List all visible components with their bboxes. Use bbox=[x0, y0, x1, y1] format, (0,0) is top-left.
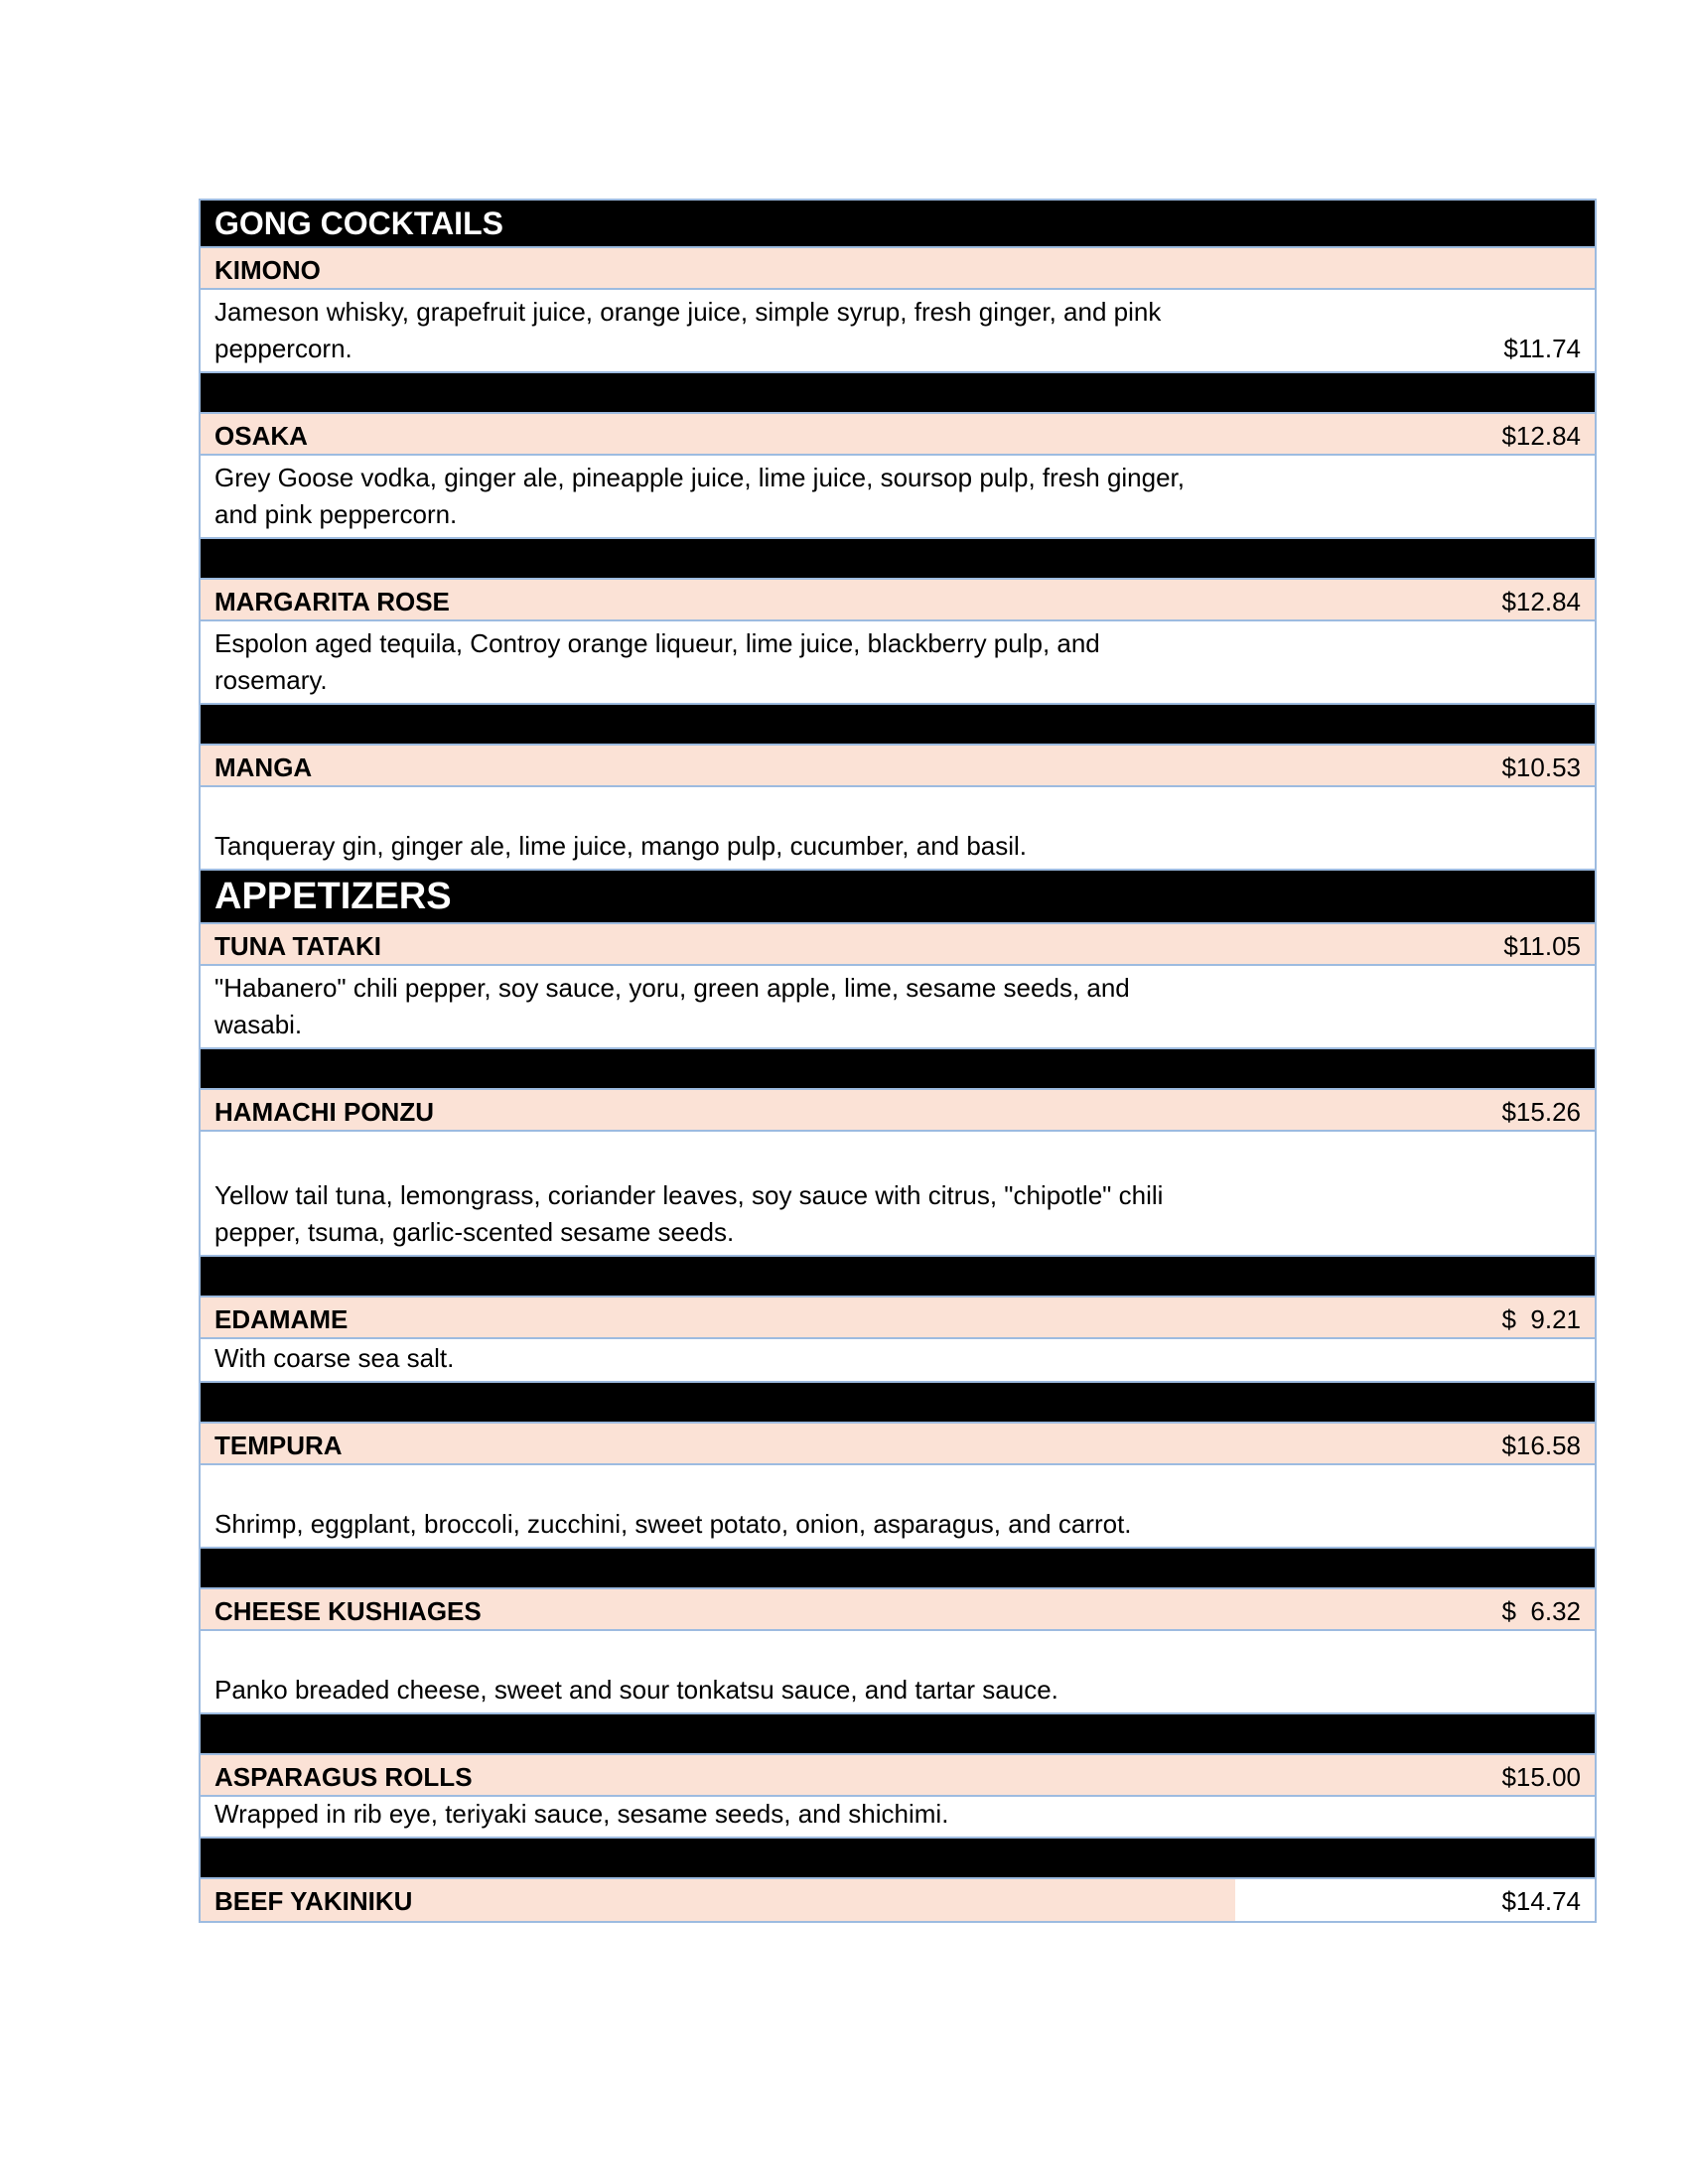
item-description-row bbox=[201, 1132, 1595, 1257]
section-title: APPETIZERS bbox=[214, 876, 452, 917]
section-header-appetizers bbox=[201, 871, 1595, 924]
menu-item-osaka bbox=[201, 414, 1595, 456]
item-description: Wrapped in rib eye, teriyaki sauce, sesame seeds, and shichimi. bbox=[214, 1799, 949, 1829]
separator-bar bbox=[201, 1049, 1595, 1090]
separator-bar bbox=[201, 373, 1595, 414]
item-name: MARGARITA ROSE bbox=[214, 587, 450, 616]
item-name: OSAKA bbox=[214, 421, 308, 451]
item-description: Tanqueray gin, ginger ale, lime juice, mango pulp, cucumber, and basil. bbox=[214, 831, 1028, 861]
menu-item-manga bbox=[201, 746, 1595, 787]
menu-item-margarita-rose bbox=[201, 580, 1595, 621]
item-price: $12.84 bbox=[1501, 587, 1581, 616]
item-description-row bbox=[201, 290, 1595, 373]
item-name: EDAMAME bbox=[214, 1304, 349, 1334]
item-description-row bbox=[201, 456, 1595, 539]
item-description-row bbox=[201, 966, 1595, 1049]
menu-item-hamachi-ponzu bbox=[201, 1090, 1595, 1132]
item-name: HAMACHI PONZU bbox=[214, 1097, 434, 1127]
item-price: $11.74 bbox=[1503, 334, 1581, 363]
separator-bar bbox=[201, 1714, 1595, 1755]
item-price: $ 6.32 bbox=[1501, 1596, 1581, 1626]
item-description-row bbox=[201, 1465, 1595, 1549]
item-description-row bbox=[201, 1631, 1595, 1714]
item-description: Espolon aged tequila, Controy orange liqueur, lime juice, blackberry pulp, and rosemary. bbox=[214, 628, 1100, 695]
item-description-row bbox=[201, 1797, 1595, 1839]
item-name: CHEESE KUSHIAGES bbox=[214, 1596, 482, 1626]
separator-bar bbox=[201, 705, 1595, 746]
item-price: $14.74 bbox=[1501, 1886, 1581, 1916]
menu-item-beef-yakiniku bbox=[201, 1879, 1595, 1921]
menu-item-kimono bbox=[201, 248, 1595, 290]
menu-item-edamame bbox=[201, 1297, 1595, 1339]
item-description: Panko breaded cheese, sweet and sour tonkatsu sauce, and tartar sauce. bbox=[214, 1675, 1058, 1705]
item-name: KIMONO bbox=[214, 255, 321, 285]
separator-bar bbox=[201, 539, 1595, 580]
separator-bar bbox=[201, 1383, 1595, 1424]
item-description: Jameson whisky, grapefruit juice, orange juice, simple syrup, fresh ginger, and pink peppercorn. bbox=[214, 297, 1162, 363]
item-description: "Habanero" chili pepper, soy sauce, yoru, green apple, lime, sesame seeds, and wasabi. bbox=[214, 973, 1130, 1039]
item-name: BEEF YAKINIKU bbox=[214, 1886, 413, 1916]
item-name: MANGA bbox=[214, 752, 313, 782]
menu-item-cheese-kushiages bbox=[201, 1589, 1595, 1631]
item-description-row bbox=[201, 621, 1595, 705]
item-price: $ 9.21 bbox=[1501, 1304, 1581, 1334]
menu-item-tuna-tataki bbox=[201, 924, 1595, 966]
item-description: Shrimp, eggplant, broccoli, zucchini, sweet potato, onion, asparagus, and carrot. bbox=[214, 1509, 1132, 1539]
item-description: Grey Goose vodka, ginger ale, pineapple juice, lime juice, soursop pulp, fresh ginger, and pink peppercorn. bbox=[214, 463, 1186, 529]
item-price: $12.84 bbox=[1501, 421, 1581, 451]
item-name: ASPARAGUS ROLLS bbox=[214, 1762, 473, 1792]
item-price: $16.58 bbox=[1501, 1431, 1581, 1460]
separator-bar bbox=[201, 1257, 1595, 1297]
section-header-cocktails bbox=[201, 201, 1595, 248]
section-title: GONG COCKTAILS bbox=[214, 205, 503, 241]
separator-bar bbox=[201, 1549, 1595, 1589]
item-description-row bbox=[201, 787, 1595, 871]
menu-item-tempura bbox=[201, 1424, 1595, 1465]
item-description: With coarse sea salt. bbox=[214, 1343, 455, 1373]
menu-item-asparagus-rolls bbox=[201, 1755, 1595, 1797]
menu-table bbox=[199, 199, 1597, 1923]
item-description: Yellow tail tuna, lemongrass, coriander leaves, soy sauce with citrus, "chipotle" chili pepper, tsuma, garlic-scented sesame seeds. bbox=[214, 1180, 1164, 1247]
item-name: TUNA TATAKI bbox=[214, 931, 381, 961]
item-description-row bbox=[201, 1339, 1595, 1383]
item-price: $15.00 bbox=[1501, 1762, 1581, 1792]
item-price: $15.26 bbox=[1501, 1097, 1581, 1127]
item-price: $11.05 bbox=[1503, 931, 1581, 961]
item-name: TEMPURA bbox=[214, 1431, 343, 1460]
item-price: $10.53 bbox=[1501, 752, 1581, 782]
separator-bar bbox=[201, 1839, 1595, 1879]
